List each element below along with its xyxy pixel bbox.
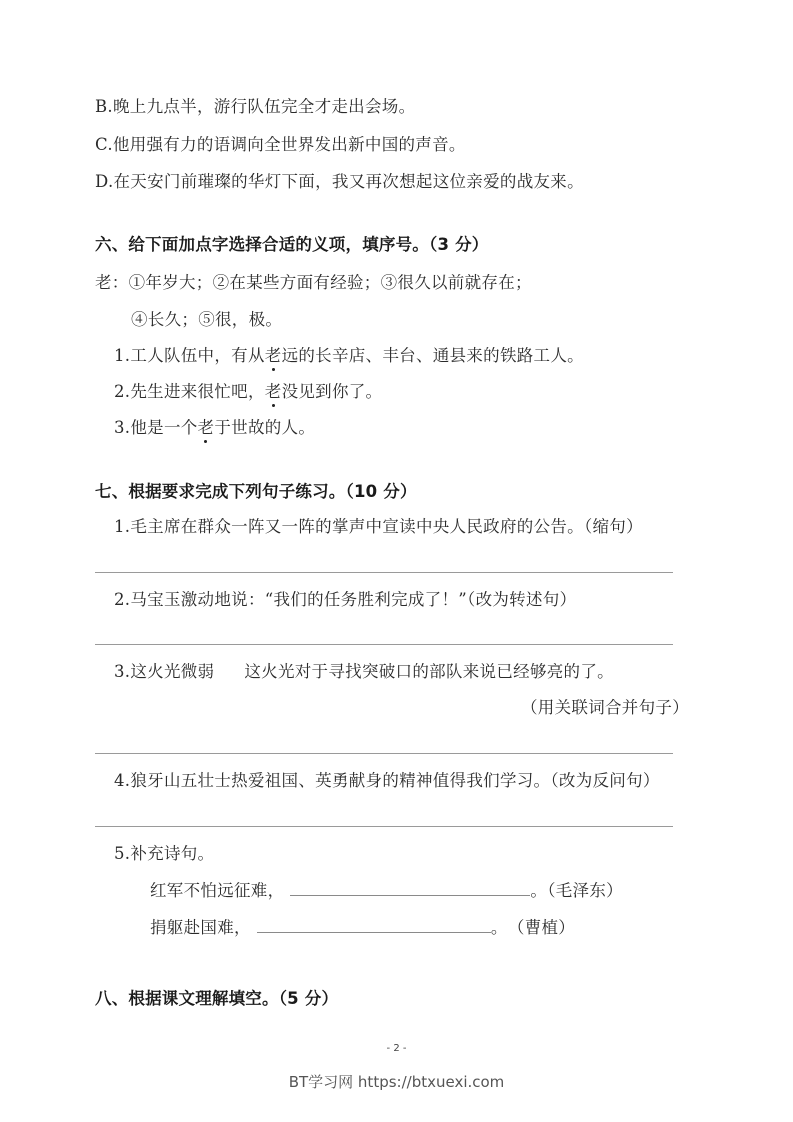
section-8-title: 八、根据课文理解填空。（5 分）: [95, 989, 339, 1008]
item-text: 毛主席在群众一阵又一阵的掌声中宣读中央人民政府的公告。（缩句）: [130, 517, 643, 536]
section-7-item-3: [114, 661, 614, 683]
item-number: 5.: [114, 844, 131, 863]
option-letter: C.: [95, 135, 113, 154]
option-text: 在天安门前璀璨的华灯下面，我又再次想起这位亲爱的战友来。: [113, 172, 584, 191]
section-7-item-2: [114, 589, 576, 611]
item-text-a: 这火光微弱: [130, 662, 215, 681]
definitions-line-2: ④长久；⑤很，极。: [131, 310, 283, 329]
answer-line-1[interactable]: [95, 572, 673, 573]
answer-line-3[interactable]: [95, 753, 673, 754]
definitions-line-1: 老：①年岁大；②在某些方面有经验；③很久以前就存在；: [95, 273, 532, 292]
section-7-item-3-requirement: （用关联词合并句子）: [521, 698, 689, 717]
item-text-before: 他是一个: [130, 418, 198, 437]
poem-suffix: 。（毛泽东）: [530, 881, 623, 900]
dotted-character: 老: [264, 382, 282, 401]
option-d: [95, 171, 584, 193]
section-7-item-4: [114, 770, 660, 792]
dotted-character: 老: [264, 346, 282, 365]
poem-prefix: 捐躯赴国难，: [150, 918, 251, 937]
item-text-before: 工人队伍中，有从: [130, 346, 265, 365]
footer-watermark: BT学习网 https://btxuexi.com: [288, 1073, 505, 1091]
item-number: 1.: [114, 517, 131, 536]
item-text-after: 于世故的人。: [214, 418, 316, 437]
option-letter: B.: [95, 97, 113, 116]
section-7-title: 七、根据要求完成下列句子练习。（10 分）: [95, 482, 417, 501]
option-text: 他用强有力的语调向全世界发出新中国的声音。: [112, 135, 466, 154]
option-c: [95, 134, 466, 156]
item-text-after: 远的长辛店、丰台、通县来的铁路工人。: [281, 346, 584, 365]
item-number: 2.: [114, 590, 131, 609]
item-number: 1.: [114, 346, 131, 365]
option-text: 晚上九点半，游行队伍完全才走出会场。: [112, 97, 416, 116]
item-text: 补充诗句。: [130, 844, 215, 863]
option-letter: D.: [95, 172, 114, 191]
poem-line-1: [150, 879, 623, 902]
poem-line-2: [150, 916, 575, 939]
poem-suffix: 。 （曹植）: [490, 918, 576, 937]
item-number: 3.: [114, 662, 131, 681]
poem-prefix: 红军不怕远征难，: [150, 881, 285, 900]
poem-blank-1[interactable]: [290, 879, 530, 896]
item-text: 狼牙山五壮士热爱祖国、英勇献身的精神值得我们学习。（改为反问句）: [130, 771, 660, 790]
section-7-item-1: [114, 516, 643, 538]
item-text-b: 这火光对于寻找突破口的部队来说已经够亮的了。: [244, 662, 614, 681]
item-text: 马宝玉激动地说：“我们的任务胜利完成了！”（改为转述句）: [130, 590, 577, 609]
item-number: 4.: [114, 771, 131, 790]
item-text-before: 先生进来很忙吧，: [130, 382, 265, 401]
dotted-character: 老: [197, 418, 215, 437]
section-6-item-1: [114, 345, 584, 367]
section-6-item-3: [114, 417, 315, 439]
item-number: 3.: [114, 418, 131, 437]
section-6-title: 六、给下面加点字选择合适的义项，填序号。（3 分）: [95, 235, 489, 254]
option-b: [95, 96, 415, 118]
section-6-item-2: [114, 381, 382, 403]
section-7-item-5: [114, 843, 214, 865]
answer-line-2[interactable]: [95, 644, 673, 645]
page-number: - 2 -: [386, 1043, 407, 1054]
item-number: 2.: [114, 382, 131, 401]
poem-blank-2[interactable]: [257, 916, 491, 933]
item-text-after: 没见到你了。: [281, 382, 383, 401]
answer-line-4[interactable]: [95, 826, 673, 827]
